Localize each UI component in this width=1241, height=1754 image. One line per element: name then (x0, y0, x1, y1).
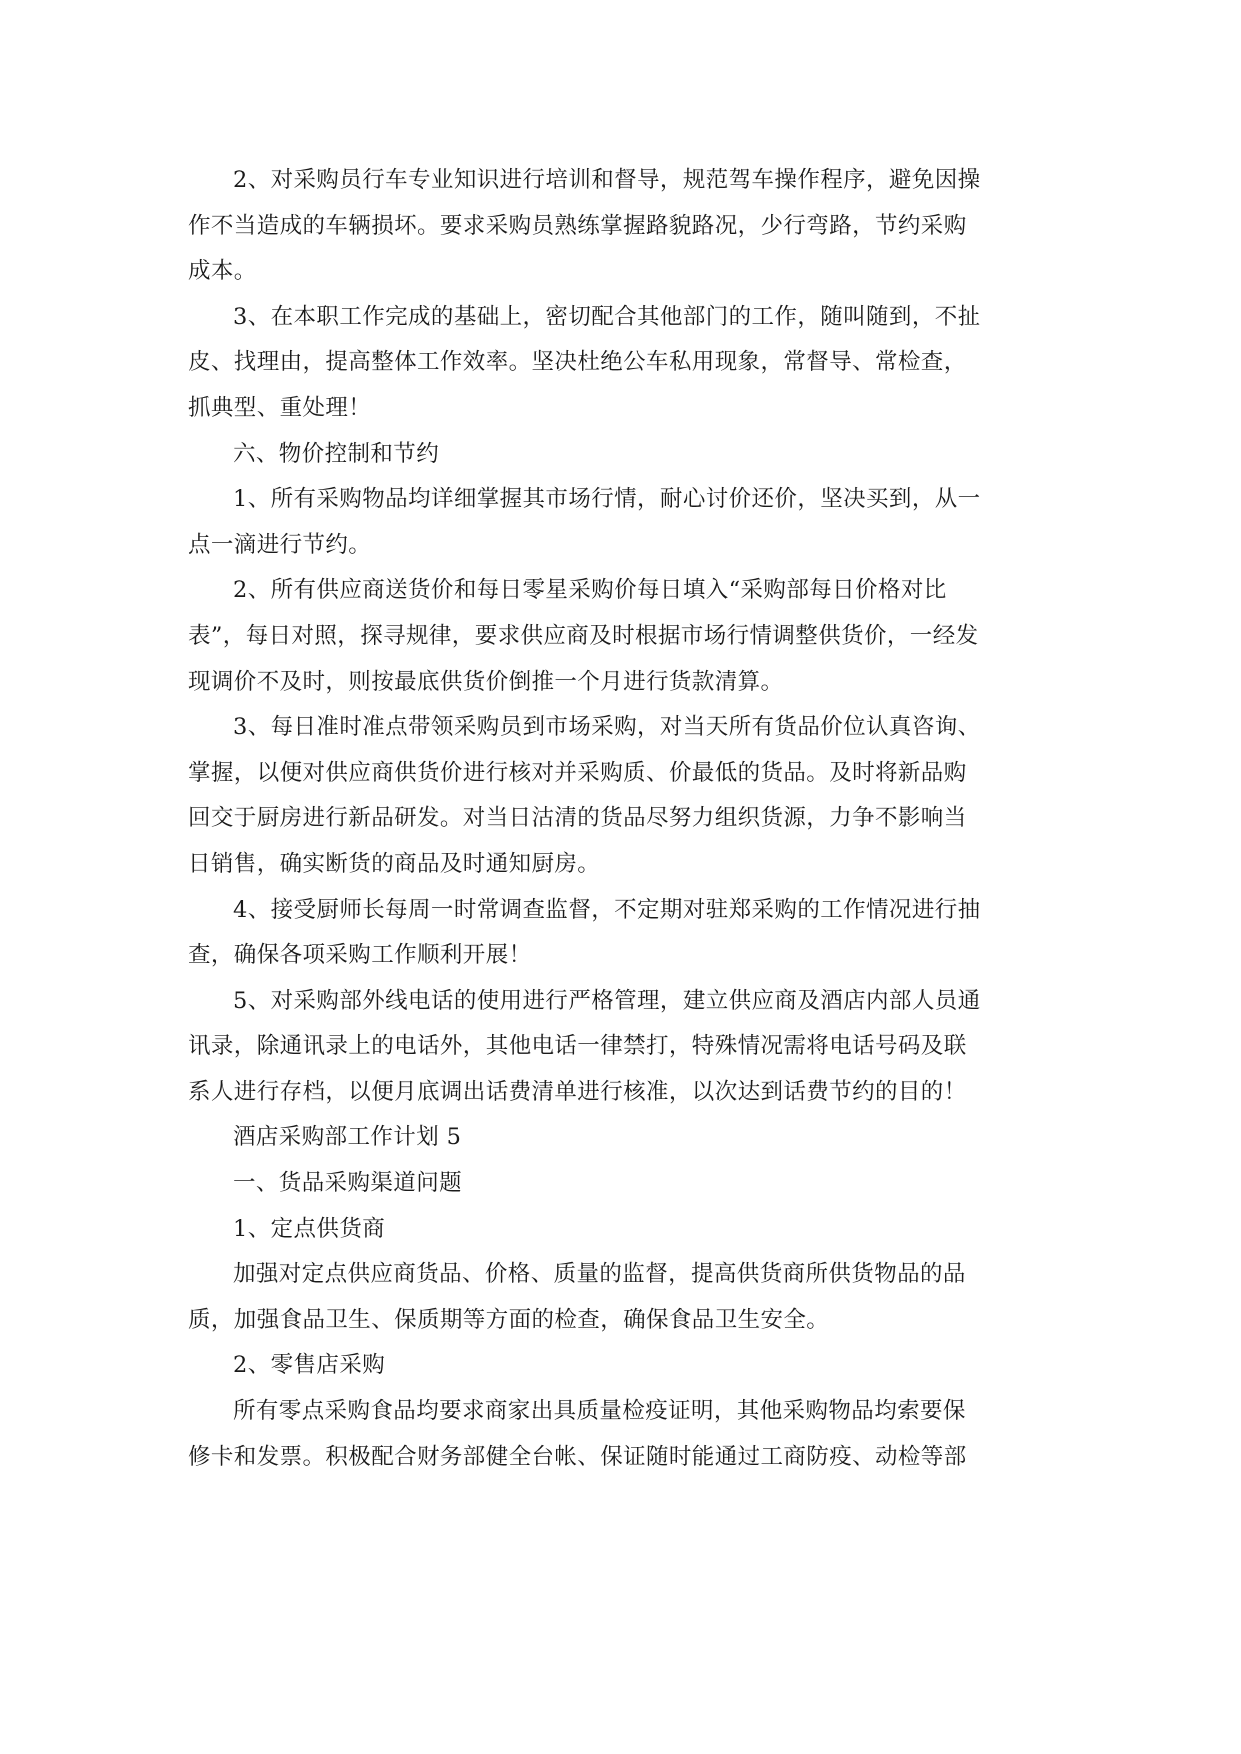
text-line: 掌握，以便对供应商供货价进行核对并采购质、价最低的货品。及时将新品购 (188, 759, 967, 786)
paragraph-retail-certificates (188, 1389, 1056, 1480)
paragraph-price-comparison (188, 568, 1056, 705)
text-line: 1、定点供货商 (233, 1215, 386, 1242)
paragraph-cooperation (188, 295, 1056, 432)
paragraph-supervision (188, 888, 1056, 979)
text-line: 酒店采购部工作计划 5 (233, 1124, 462, 1151)
text-line: 现调价不及时，则按最底供货价倒推一个月进行货款清算。 (188, 668, 784, 695)
section-heading-price-control (188, 432, 1056, 478)
text-line: 日销售，确实断货的商品及时通知厨房。 (188, 850, 601, 877)
text-line: 六、物价控制和节约 (233, 440, 440, 467)
text-line: 加强对定点供应商货品、价格、质量的监督，提高供货商所供货物品的品 (233, 1261, 966, 1288)
text-line: 1、所有采购物品均详细掌握其市场行情，耐心讨价还价，坚决买到，从一 (233, 486, 981, 513)
document-section-title (188, 1115, 1056, 1161)
text-line: 皮、找理由，提高整体工作效率。坚决杜绝公车私用现象，常督导、常检查， (188, 349, 967, 376)
text-line: 成本。 (188, 258, 257, 285)
text-line: 4、接受厨师长每周一时常调查监督，不定期对驻郑采购的工作情况进行抽 (233, 896, 981, 923)
text-line: 修卡和发票。积极配合财务部健全台帐、保证随时能通过工商防疫、动检等部 (188, 1443, 967, 1470)
text-line: 抓典型、重处理！ (188, 394, 372, 421)
text-line: 2、所有供应商送货价和每日零星采购价每日填入“采购部每日价格对比 (233, 577, 947, 604)
text-line: 3、在本职工作完成的基础上，密切配合其他部门的工作，随叫随到，不扯 (233, 303, 981, 330)
text-line: 作不当造成的车辆损坏。要求采购员熟练掌握路貌路况，少行弯路，节约采购 (188, 212, 967, 239)
subheading-designated-suppliers (188, 1207, 1056, 1253)
paragraph-supplier-oversight (188, 1252, 1056, 1343)
paragraph-market-prices (188, 477, 1056, 568)
subheading-retail-purchase (188, 1343, 1056, 1389)
text-line: 质，加强食品卫生、保质期等方面的检查，确保食品卫生安全。 (188, 1306, 830, 1333)
text-line: 查，确保各项采购工作顺利开展！ (188, 942, 532, 969)
paragraph-phone-management (188, 979, 1056, 1116)
paragraph-vehicle-training (188, 158, 1056, 295)
text-line: 一、货品采购渠道问题 (233, 1170, 463, 1197)
text-line: 点一滴进行节约。 (188, 531, 372, 558)
text-line: 系人进行存档，以便月底调出话费清单进行核准，以次达到话费节约的目的！ (188, 1078, 967, 1105)
text-line: 2、零售店采购 (233, 1352, 386, 1379)
text-line: 回交于厨房进行新品研发。对当日沽清的货品尽努力组织货源，力争不影响当 (188, 805, 967, 832)
text-line: 所有零点采购食品均要求商家出具质量检疫证明，其他采购物品均索要保 (233, 1398, 966, 1425)
text-line: 讯录，除通讯录上的电话外，其他电话一律禁打，特殊情况需将电话号码及联 (188, 1033, 967, 1060)
text-line: 5、对采购部外线电话的使用进行严格管理，建立供应商及酒店内部人员通 (233, 987, 981, 1014)
section-heading-purchase-channels (188, 1161, 1056, 1207)
document-body (188, 158, 1056, 1480)
text-line: 表”，每日对照，探寻规律，要求供应商及时根据市场行情调整供货价，一经发 (188, 622, 979, 649)
text-line: 2、对采购员行车专业知识进行培训和督导，规范驾车操作程序，避免因操 (233, 167, 981, 193)
text-line: 3、每日准时准点带领采购员到市场采购，对当天所有货品价位认真咨询、 (233, 714, 981, 741)
paragraph-daily-market-purchase (188, 705, 1056, 887)
